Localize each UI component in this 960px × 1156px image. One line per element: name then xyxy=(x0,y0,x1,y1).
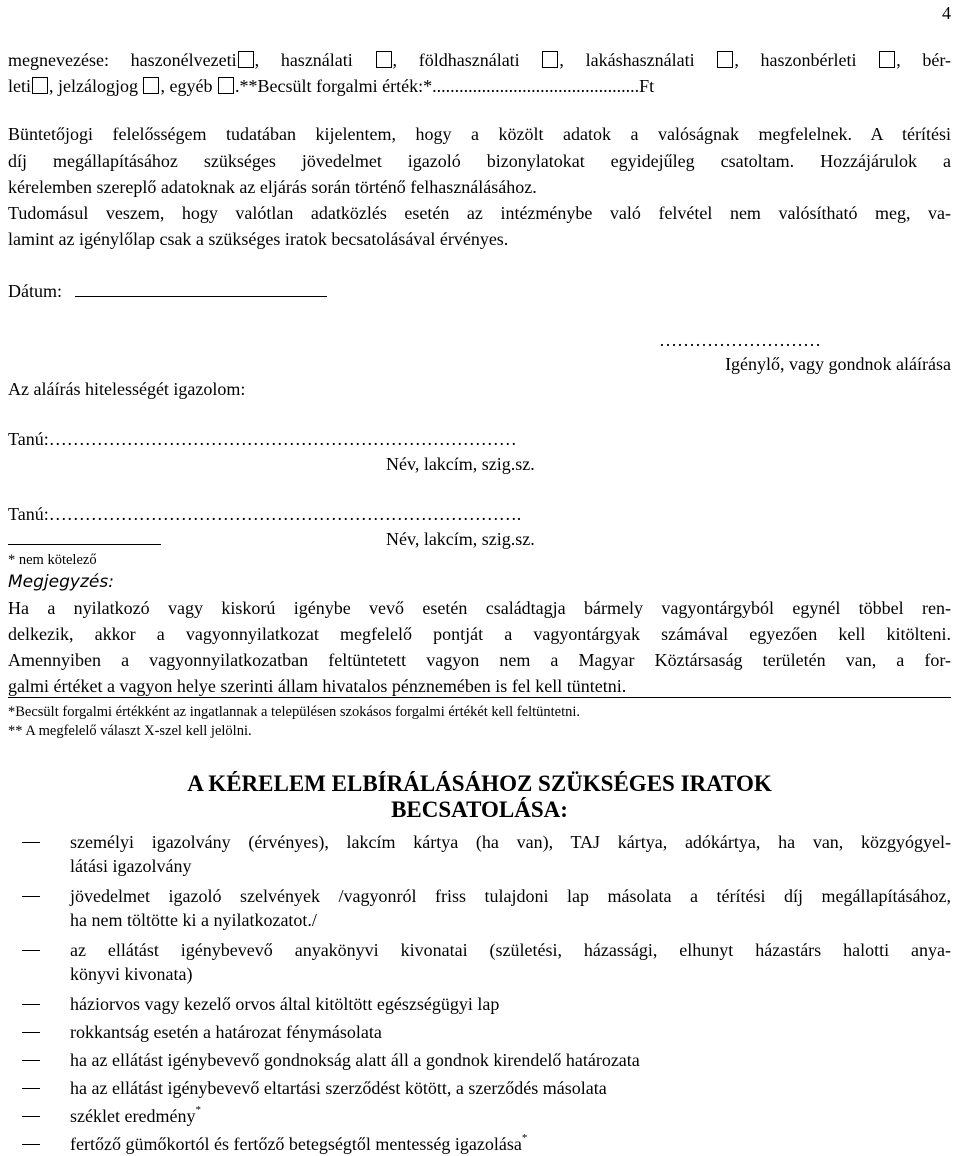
note-line-1: Ha a nyilatkozó vagy kiskorú igénybe vevő esetén családtagja bármely vagyontárgyból egynél többel ren- xyxy=(8,598,951,618)
date-field[interactable] xyxy=(75,276,327,297)
dash-bullet xyxy=(22,1144,40,1145)
list-item: jövedelmet igazoló szelvények /vagyonról friss tulajdoni lap másolata a térítési díj megállapításához, ha nem töltötte ki a nyilatkozatot./ xyxy=(8,884,951,932)
note-line-3: Amennyiben a vagyonnyilatkozatban feltüntetett vagyon nem a Magyar Köztársaság területén van, a for- xyxy=(8,650,951,670)
property-type-line-2: leti , jelzálogjog , egyéb .**Becsült forgalmi érték:*..............................................Ft xyxy=(8,76,655,96)
list-item: az ellátást igénybevevő anyakönyvi kivonatai (születési, házassági, elhunyt házastárs halotti anya- könyvi kivonata) xyxy=(8,938,951,986)
required-documents-list xyxy=(8,830,951,1156)
dash-bullet xyxy=(22,842,40,843)
checkbox-mortgage[interactable] xyxy=(143,77,159,94)
witness-2-field[interactable]: ……………………………………………………………………. xyxy=(48,504,522,524)
list-item: széklet eredmény* xyxy=(8,1104,951,1128)
declaration-line-4: Tudomásul veszem, hogy valótlan adatközlés esetén az intézménybe való felvétel nem valósítható meg, va- xyxy=(8,203,951,223)
footnote-estimated-value: *Becsült forgalmi értékként az ingatlannak a településen szokásos forgalmi értékét kell feltüntetni. xyxy=(8,704,581,720)
witness-2-label: Tanú: xyxy=(8,504,49,524)
dash-bullet xyxy=(22,1060,40,1061)
optional-mark: * xyxy=(195,1104,201,1116)
date-row xyxy=(8,276,327,303)
note-rule xyxy=(8,697,951,698)
declaration-line-2: díj megállapításához szükséges jövedelmet igazoló bizonylatokat egyidejűleg csatoltam. Hozzájárulok a xyxy=(8,151,951,171)
list-item: ha az ellátást igénybevevő gondnokság alatt áll a gondnok kirendelő határozata xyxy=(8,1048,951,1072)
checkbox-land-use[interactable] xyxy=(542,51,558,68)
witness-2-row xyxy=(8,502,951,526)
dash-bullet xyxy=(22,950,40,951)
checkbox-usage[interactable] xyxy=(376,51,392,68)
dash-bullet xyxy=(22,896,40,897)
note-line-4: galmi értéket a vagyon helye szerinti állam hivatalos pénznemében is fel kell tüntetni. xyxy=(8,676,627,696)
signature-label: Igénylő, vagy gondnok aláírása xyxy=(725,354,951,374)
list-item: háziorvos vagy kezelő orvos által kitöltött egészségügyi lap xyxy=(8,992,951,1016)
property-type-line-1: megnevezése: haszonélvezeti , használati , földhasználati , lakáshasználati , haszonbérleti , bér- xyxy=(8,50,952,70)
required-documents-heading-2: BECSATOLÁSA: xyxy=(391,797,568,822)
list-item: ha az ellátást igénybevevő eltartási szerződést kötött, a szerződés másolata xyxy=(8,1076,951,1100)
note-title: Megjegyzés: xyxy=(8,572,114,592)
optional-mark: * xyxy=(521,1132,528,1144)
list-item: rokkantság esetén a határozat fénymásolata xyxy=(8,1020,951,1044)
value-blank[interactable]: .............................................. xyxy=(432,76,640,96)
checkbox-flat-use[interactable] xyxy=(717,51,733,68)
footnote-separator xyxy=(8,544,161,545)
witness-2-sub: Név, lakcím, szig.sz. xyxy=(386,529,535,549)
declaration-line-1: Büntetőjogi felelősségem tudatában kijelentem, hogy a közölt adatok a valóságnak megfelelnek. A térítési xyxy=(8,124,951,144)
declaration-line-3: kérelemben szereplő adatoknak az eljárás során történő felhasználásához. xyxy=(8,177,537,197)
dash-bullet xyxy=(22,1116,40,1117)
witness-1-sub: Név, lakcím, szig.sz. xyxy=(386,454,535,474)
dash-bullet xyxy=(22,1088,40,1089)
checkbox-lease[interactable] xyxy=(879,51,895,68)
note-line-2: delkezik, akkor a vagyonnyilatkozat megfelelő pontját a vagyontárgyak számával egyezően kell kitölteni. xyxy=(8,624,951,644)
signature-dots[interactable]: ……………………… xyxy=(659,330,821,350)
footnote-mark-x: ** A megfelelő választ X-szel kell jelölni. xyxy=(8,723,252,739)
authenticity-label: Az aláírás hitelességét igazolom: xyxy=(8,379,246,399)
document-page xyxy=(8,0,952,1154)
list-item: személyi igazolvány (érvényes), lakcím kártya (ha van), TAJ kártya, adókártya, ha van, közgyógyel- látási igazolvány xyxy=(8,830,951,878)
page-number: 4 xyxy=(942,3,951,23)
witness-1-row xyxy=(8,427,951,451)
checkbox-other[interactable] xyxy=(218,77,234,94)
declaration-line-5: lamint az igénylőlap csak a szükséges iratok becsatolásával érvényes. xyxy=(8,229,509,249)
footnote-optional: * nem kötelező xyxy=(8,552,97,568)
date-label: Dátum: xyxy=(8,281,62,301)
checkbox-usufruct[interactable] xyxy=(238,51,254,68)
dash-bullet xyxy=(22,1032,40,1033)
checkbox-rent[interactable] xyxy=(32,77,48,94)
list-item: fertőző gümőkortól és fertőző betegségtől mentesség igazolása* xyxy=(8,1132,951,1156)
witness-1-field[interactable]: …………………………………………………………………… xyxy=(48,429,517,449)
witness-1-label: Tanú: xyxy=(8,429,49,449)
required-documents-heading-1: A KÉRELEM ELBÍRÁLÁSÁHOZ SZÜKSÉGES IRATOK xyxy=(187,771,772,796)
dash-bullet xyxy=(22,1004,40,1005)
